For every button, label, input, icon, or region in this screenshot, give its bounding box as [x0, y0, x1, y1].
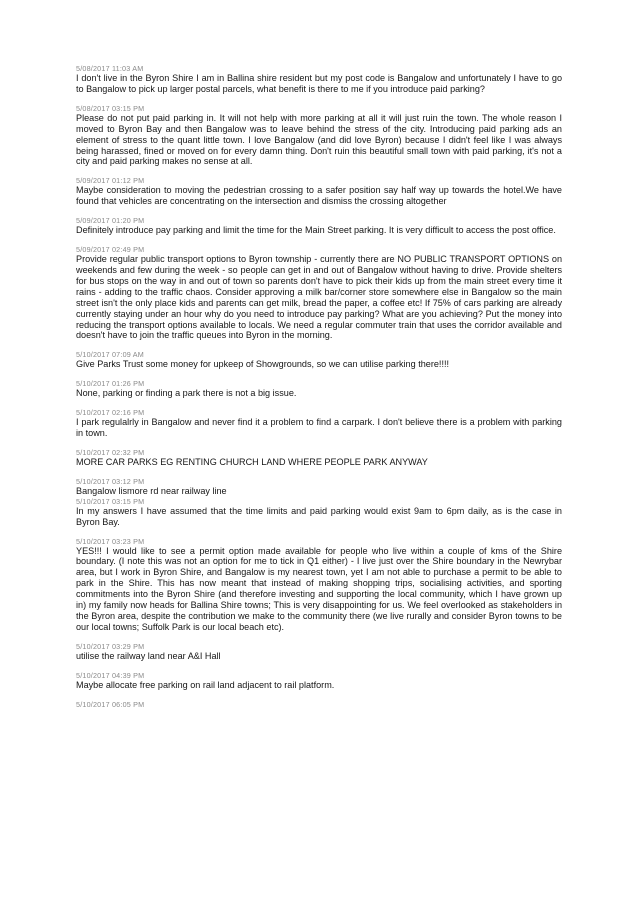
- comment-timestamp: 5/10/2017 02:32 PM: [76, 447, 145, 457]
- comment-entry: [76, 477, 562, 497]
- comment-entry: [76, 700, 562, 709]
- comment-entry: [76, 245, 562, 341]
- comment-entry: [76, 537, 562, 633]
- comment-entry: [76, 216, 562, 236]
- comment-timestamp: 5/09/2017 01:20 PM: [76, 216, 145, 226]
- comment-entry: [76, 642, 562, 662]
- comment-text: Give Parks Trust some money for upkeep of Showgrounds, so we can utilise parking there!!!!: [76, 359, 450, 370]
- comment-text: I park regulalrly in Bangalow and never find it a problem to find a carpark. I don't believe there is a problem with parking in town.: [76, 417, 562, 439]
- comment-entry: [76, 379, 562, 399]
- comment-entry: [76, 176, 562, 207]
- comment-timestamp: 5/10/2017 06:05 PM: [76, 699, 145, 709]
- comment-entry: [76, 104, 562, 168]
- comment-timestamp: 5/10/2017 01:26 PM: [76, 379, 145, 389]
- comment-entry: [76, 350, 562, 370]
- comment-timestamp: 5/08/2017 03:15 PM: [76, 103, 145, 113]
- comment-timestamp: 5/10/2017 03:29 PM: [76, 641, 145, 651]
- comment-entry: [76, 64, 562, 95]
- comment-text: Bangalow lismore rd near railway line: [76, 485, 227, 496]
- comment-text: utilise the railway land near A&I Hall: [76, 650, 221, 661]
- comment-text: Maybe allocate free parking on rail land adjacent to rail platform.: [76, 679, 335, 690]
- comment-entry: [76, 497, 562, 528]
- comment-text: None, parking or finding a park there is not a big issue.: [76, 388, 297, 399]
- comments-page: [76, 64, 562, 718]
- comment-timestamp: 5/10/2017 02:16 PM: [76, 408, 145, 418]
- comment-timestamp: 5/10/2017 07:09 AM: [76, 350, 144, 360]
- comment-entry: [76, 671, 562, 691]
- comment-timestamp: 5/10/2017 03:12 PM: [76, 476, 145, 486]
- comment-entry: [76, 448, 562, 468]
- comment-text: In my answers I have assumed that the time limits and paid parking would exist 9am to 6pm daily, as is the case in Byron Bay.: [76, 505, 562, 527]
- comment-text: Please do not put paid parking in. It will not help with more parking at all it will just ruin the town. The whole reason I moved to Byron Bay and then Bangalow was to leave behind the stress of the city. Introducing paid parking ads an element of stress to the quant little town. I love Bangalow (and did love Byron) because I didn't feel like I was always being harassed, fined or moved on for every damn thing. Don't ruin this beautiful small town with paid parking, it's not a city and paid parking makes no sense at all.: [76, 112, 562, 167]
- comment-text: I don't live in the Byron Shire I am in Ballina shire resident but my post code is Bangalow and unfortunately I have to go to Bangalow to pick up larger postal parcels, what benefit is there to me if you introduce paid parking?: [76, 73, 562, 94]
- comment-timestamp: 5/09/2017 02:49 PM: [76, 245, 145, 255]
- comment-timestamp: 5/08/2017 11:03 AM: [76, 64, 144, 73]
- comment-text: YES!!! I would like to see a permit option made available for people who live within a couple of kms of the Shire boundary. (I note this was not an option for me to tick in Q1 either) - I live just over the Shire boundary in the Newrybar area, but I work in Byron Shire, and Bangalow is my nearest town, yet I am not able to purchase a permit to be able to park in the Shire. This has now meant that instead of making shopping trips, socialising activities, and sporting commitments into the Byron Shire (and therefore investing and supporting the local community, which I have grown up in) my family now heads for Ballina Shire towns; This is very disappointing for us. We feel overlooked as stakeholders in the Byron area, despite the contribution we make to the community there (we live rurally and consider Byron towns to be our local towns; Suffolk Park is our local beach etc).: [76, 545, 562, 632]
- comment-text: Maybe consideration to moving the pedestrian crossing to a safer position say half way up towards the hotel.We have found that vehicles are concentrating on the intersection and dismiss the crossing altogether: [76, 185, 562, 207]
- comment-timestamp: 5/10/2017 03:15 PM: [76, 496, 145, 506]
- comment-text: MORE CAR PARKS EG RENTING CHURCH LAND WHERE PEOPLE PARK ANYWAY: [76, 456, 428, 467]
- comment-text: Definitely introduce pay parking and limit the time for the Main Street parking. It is very difficult to access the post office.: [76, 225, 556, 236]
- comment-timestamp: 5/09/2017 01:12 PM: [76, 176, 145, 186]
- comment-entry: [76, 408, 562, 439]
- comment-timestamp: 5/10/2017 04:39 PM: [76, 670, 145, 680]
- comment-timestamp: 5/10/2017 03:23 PM: [76, 536, 145, 546]
- comment-text: Provide regular public transport options to Byron township - currently there are NO PUBLIC TRANSPORT OPTIONS on weekends and few during the week - so people can get in and out of Bangalow without having to drive. Provide shelters for bus stops on the way in and out of town so parents don't have to pick their kids up from the main street every time it rains - adding to the traffic chaos. Consider approving a milk bar/corner store somewhere else in Bangalow so the main street isn't the only place kids and parents can get milk, bread the paper, a coffee etc! If 75% of cars parking are already currently staying under an hour why do you need to introduce pay parking? What are you achieving? Put the money into reducing the transport options available to locals. We need a regular commuter train that uses the corridor available and doesn't have to join the traffic queues into Byron in the morning.: [76, 254, 562, 341]
